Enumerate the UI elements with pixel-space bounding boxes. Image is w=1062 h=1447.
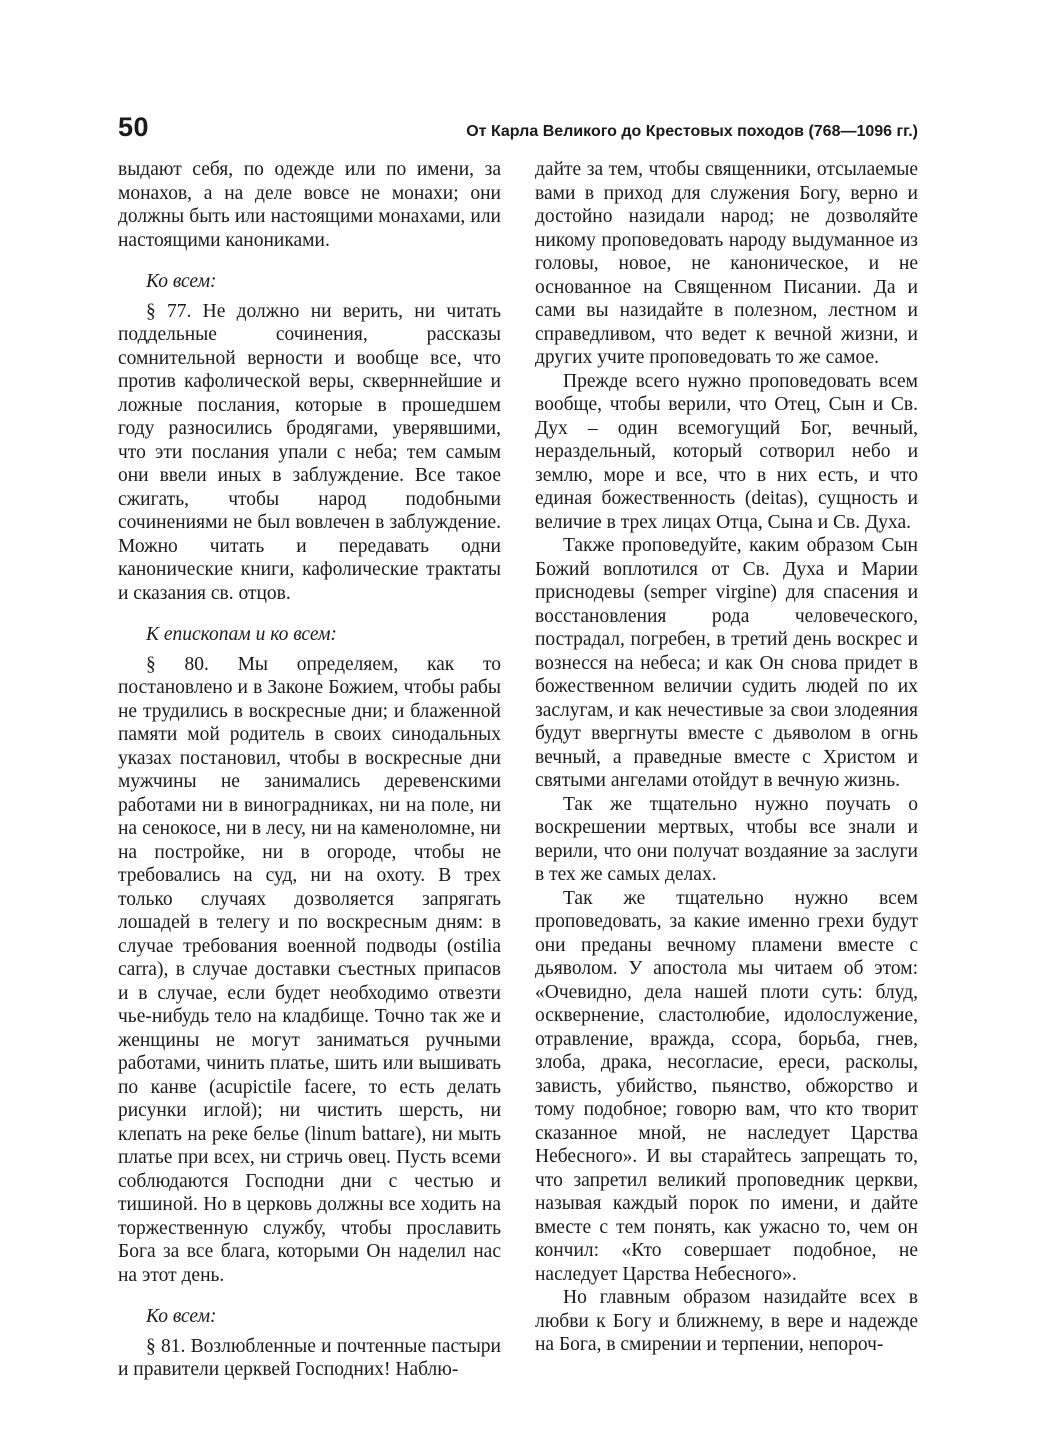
- paragraph-77: § 77. Не должно ни верить, ни читать поддельные сочинения, рассказы сомнительной верности и вообще все, что против кафолической веры, скверннейшие и ложные послания, которые в прошедшем году разносились бродягами, уверявшими, что эти послания упали с неба; тем самым они ввели иных в заблуждение. Все такое сжигать, чтобы народ подобными сочинениями не был вовлечен в заблуждение. Можно читать и передавать одни канонические книги, кафолические трактаты и сказания св. отцов.: [118, 300, 501, 604]
- paragraph-resurrection: Так же тщательно нужно поучать о воскрешении мертвых, чтобы все знали и верили, что они получат воздаяние за заслуги в тех же самых делах.: [535, 793, 918, 885]
- paragraph-love: Но главным образом назидайте всех в любви к Богу и ближнему, в вере и надежде на Бога, в смирении и терпении, непороч-: [535, 1287, 918, 1355]
- section-heading-to-bishops: К епископам и ко всем:: [146, 624, 337, 645]
- page-number: 50: [118, 112, 150, 142]
- section-heading-to-all-2: Ко всем:: [146, 1306, 217, 1327]
- section-heading-to-all: Ко всем:: [146, 271, 217, 292]
- paragraph-continuation: выдают себя, по одежде или по имени, за монахов, а на деле вовсе не монахи; они должны быть или настоящими монахами, или настоящими канониками.: [118, 159, 501, 251]
- paragraph-81-continued: дайте за тем, чтобы священники, отсылаемые вами в приход для служения Богу, верно и достойно назидали народ; не дозволяйте никому проповедовать народу выдуманное из головы, новое, не каноническое, и не основанное на Священном Писании. Да и сами вы назидайте в полезном, лестном и справедливом, что ведет к вечной жизни, и других учите проповедовать то же самое.: [535, 159, 918, 368]
- running-title: От Карла Великого до Крестовых походов (768—1096 гг.): [466, 123, 918, 140]
- paragraph-sins: Так же тщательно нужно всем проповедовать, за какие именно грехи будут они преданы вечному пламени вместе с дьяволом. У апостола мы читаем об этом: «Очевидно, дела нашей плоти суть: блуд, осквернение, сластолюбие, идолослужение, отравление, вражда, ссора, борьба, гнев, злоба, драка, несогласие, ереси, расколы, зависть, убийство, пьянство, обжорство и тому подобное; говорю вам, что кто творит сказанное мной, не наследует Царства Небесного». И вы старайтесь запрещать то, что запретил великий проповедник церкви, называя каждый порок по имени, и дайте вместе с тем понять, как ужасно то, чем он кончил: «Кто совершает подобное, не наследует Царства Небесного».: [535, 887, 918, 1285]
- left-column: [118, 158, 501, 1382]
- right-column: [535, 158, 918, 1357]
- paragraph-80: § 80. Мы определяем, как то постановлено и в Законе Божием, чтобы рабы не трудились в воскресные дни; и блаженной памяти мой родитель в своих синодальных указах постановил, чтобы в воскресные дни мужчины не занимались деревенскими работами ни в виноградниках, ни на поле, ни на сенокосе, ни в лесу, ни на каменоломне, ни на постройке, ни в огороде, чтобы не требовались на суд, ни на охоту. В трех только случаях дозволяется запрягать лошадей в телегу и по воскресным дням: в случае требования военной подводы (ostilia carra), в случае доставки съестных припасов и в случае, если будет необходимо отвезти чье-нибудь тело на кладбище. Точно так же и женщины не могут заниматься ручными работами, чинить платье, шить или вышивать по канве (acupictile facere, то есть делать рисунки иглой); ни чистить шерсть, ни клепать на реке белье (linum battare), ни мыть платье при всех, ни стричь овец. Пусть всеми соблюдаются Господни дни с честью и тишиной. Но в церковь должны все ходить на торжественную службу, чтобы прославить Бога за все блага, которыми Он наделил нас на этот день.: [118, 653, 501, 1286]
- paragraph-81: § 81. Возлюбленные и почтенные пастыри и правители церквей Господних! Наблю-: [118, 1335, 501, 1380]
- paragraph-trinity: Прежде всего нужно проповедовать всем вообще, чтобы верили, что Отец, Сын и Св. Дух – один всемогущий Бог, вечный, нераздельный, который сотворил небо и землю, море и все, что в них есть, и что единая божественность (deitas), сущность и величие в трех лицах Отца, Сына и Св. Духа.: [535, 370, 918, 533]
- paragraph-incarnation: Также проповедуйте, каким образом Сын Божий воплотился от Св. Духа и Марии приснодевы (semper virgine) для спасения и восстановления рода человеческого, пострадал, погребен, в третий день воскрес и вознесся на небеса; и как Он снова придет в божественном величии судить людей по их заслугам, и как нечестивые за свои злодеяния будут ввергнуты вместе с дьяволом в огнь вечный, а праведные вместе с Христом и святыми ангелами отойдут в вечную жизнь.: [535, 535, 918, 791]
- page-header: [118, 112, 918, 146]
